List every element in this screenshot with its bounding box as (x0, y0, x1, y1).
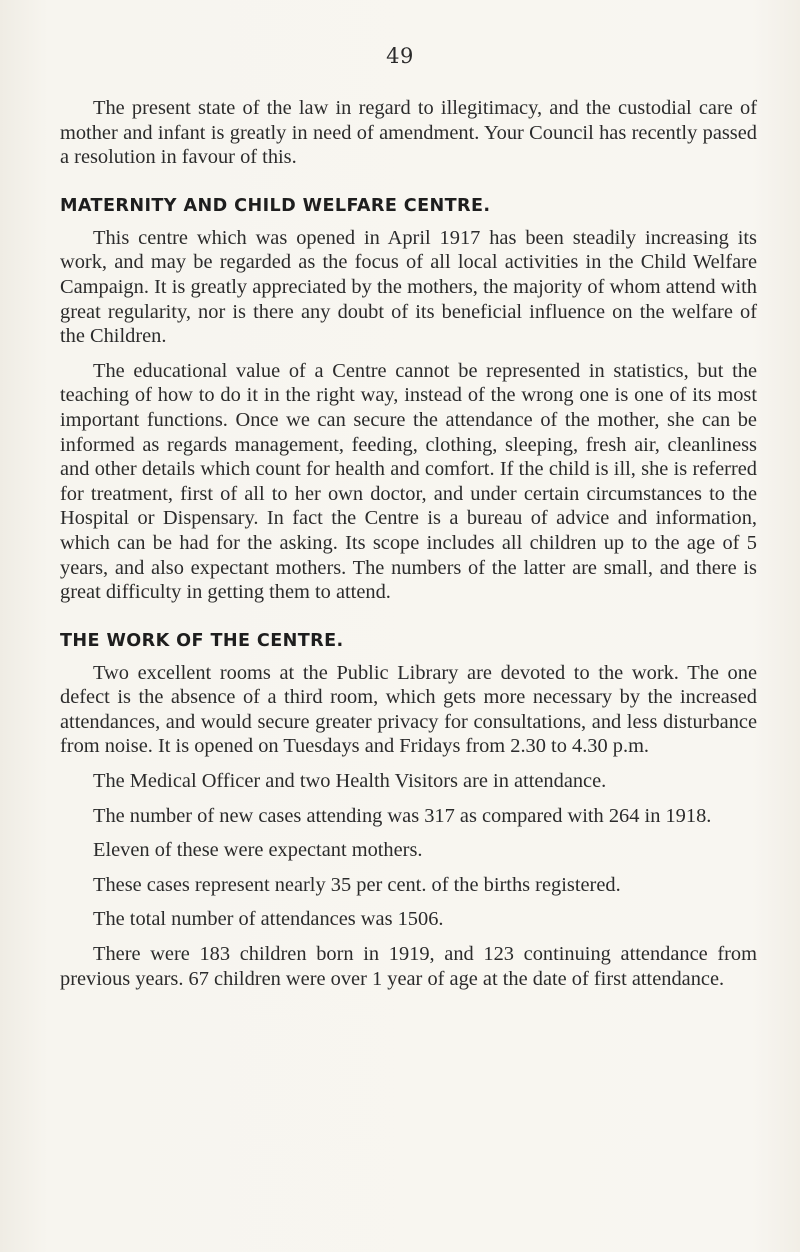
work-paragraph-4: Eleven of these were expectant mothers. (93, 839, 423, 862)
work-paragraph-7: There were 183 children born in 1919, and 123 continuing attendance from previous years. 67 children were over 1 year of age at the date of first attendance. (60, 943, 757, 990)
maternity-heading: MATERNITY AND CHILD WELFARE CENTRE. (60, 195, 491, 216)
maternity-paragraph-2: The educational value of a Centre cannot be represented in statistics, but the teaching of how to do it in the right way, instead of the wrong one is one of its most important functions. Once we can secure the attendance of the mother, she can be informed as regards management, feeding, clothing, sleeping, fresh air, cleanliness and other details which count for health and comfort. If the child is ill, she is referred for treatment, first of all to her own doctor, and under certain circumstances to the Hospital or Dispensary. In fact the Centre is a bureau of advice and information, which can be had for the asking. Its scope includes all children up to the age of 5 years, and also expectant mothers. The numbers of the latter are small, and there is great difficulty in getting them to attend. (60, 359, 757, 604)
work-paragraph-2: The Medical Officer and two Health Visitors are in attendance. (93, 770, 607, 793)
work-paragraph-1: Two excellent rooms at the Public Library are devoted to the work. The one defect is the absence of a third room, which gets more necessary by the increased attendances, and would secure greater privacy for consultations, and less disturbance from noise. It is opened on Tuesdays and Fridays from 2.30 to 4.30 p.m. (60, 661, 757, 758)
page-body (60, 96, 757, 1001)
work-paragraph-6: The total number of attendances was 1506. (93, 908, 444, 931)
work-paragraph-5: These cases represent nearly 35 per cent. of the births registered. (93, 873, 621, 896)
work-heading: THE WORK OF THE CENTRE. (60, 630, 344, 651)
page-number: 49 (386, 44, 414, 68)
maternity-paragraph-1: This centre which was opened in April 1917 has been steadily increasing its work, and may be regarded as the focus of all local activities in the Child Welfare Campaign. It is greatly appreciated by the mothers, the majority of whom attend with great regularity, nor is there any doubt of its beneficial influence on the welfare of the Children. (60, 226, 757, 348)
intro-paragraph: The present state of the law in regard to illegitimacy, and the custodial care of mother and infant is greatly in need of amendment. Your Council has recently passed a resolution in favour of this. (60, 97, 757, 169)
work-paragraph-3: The number of new cases attending was 317 as compared with 264 in 1918. (93, 804, 712, 827)
